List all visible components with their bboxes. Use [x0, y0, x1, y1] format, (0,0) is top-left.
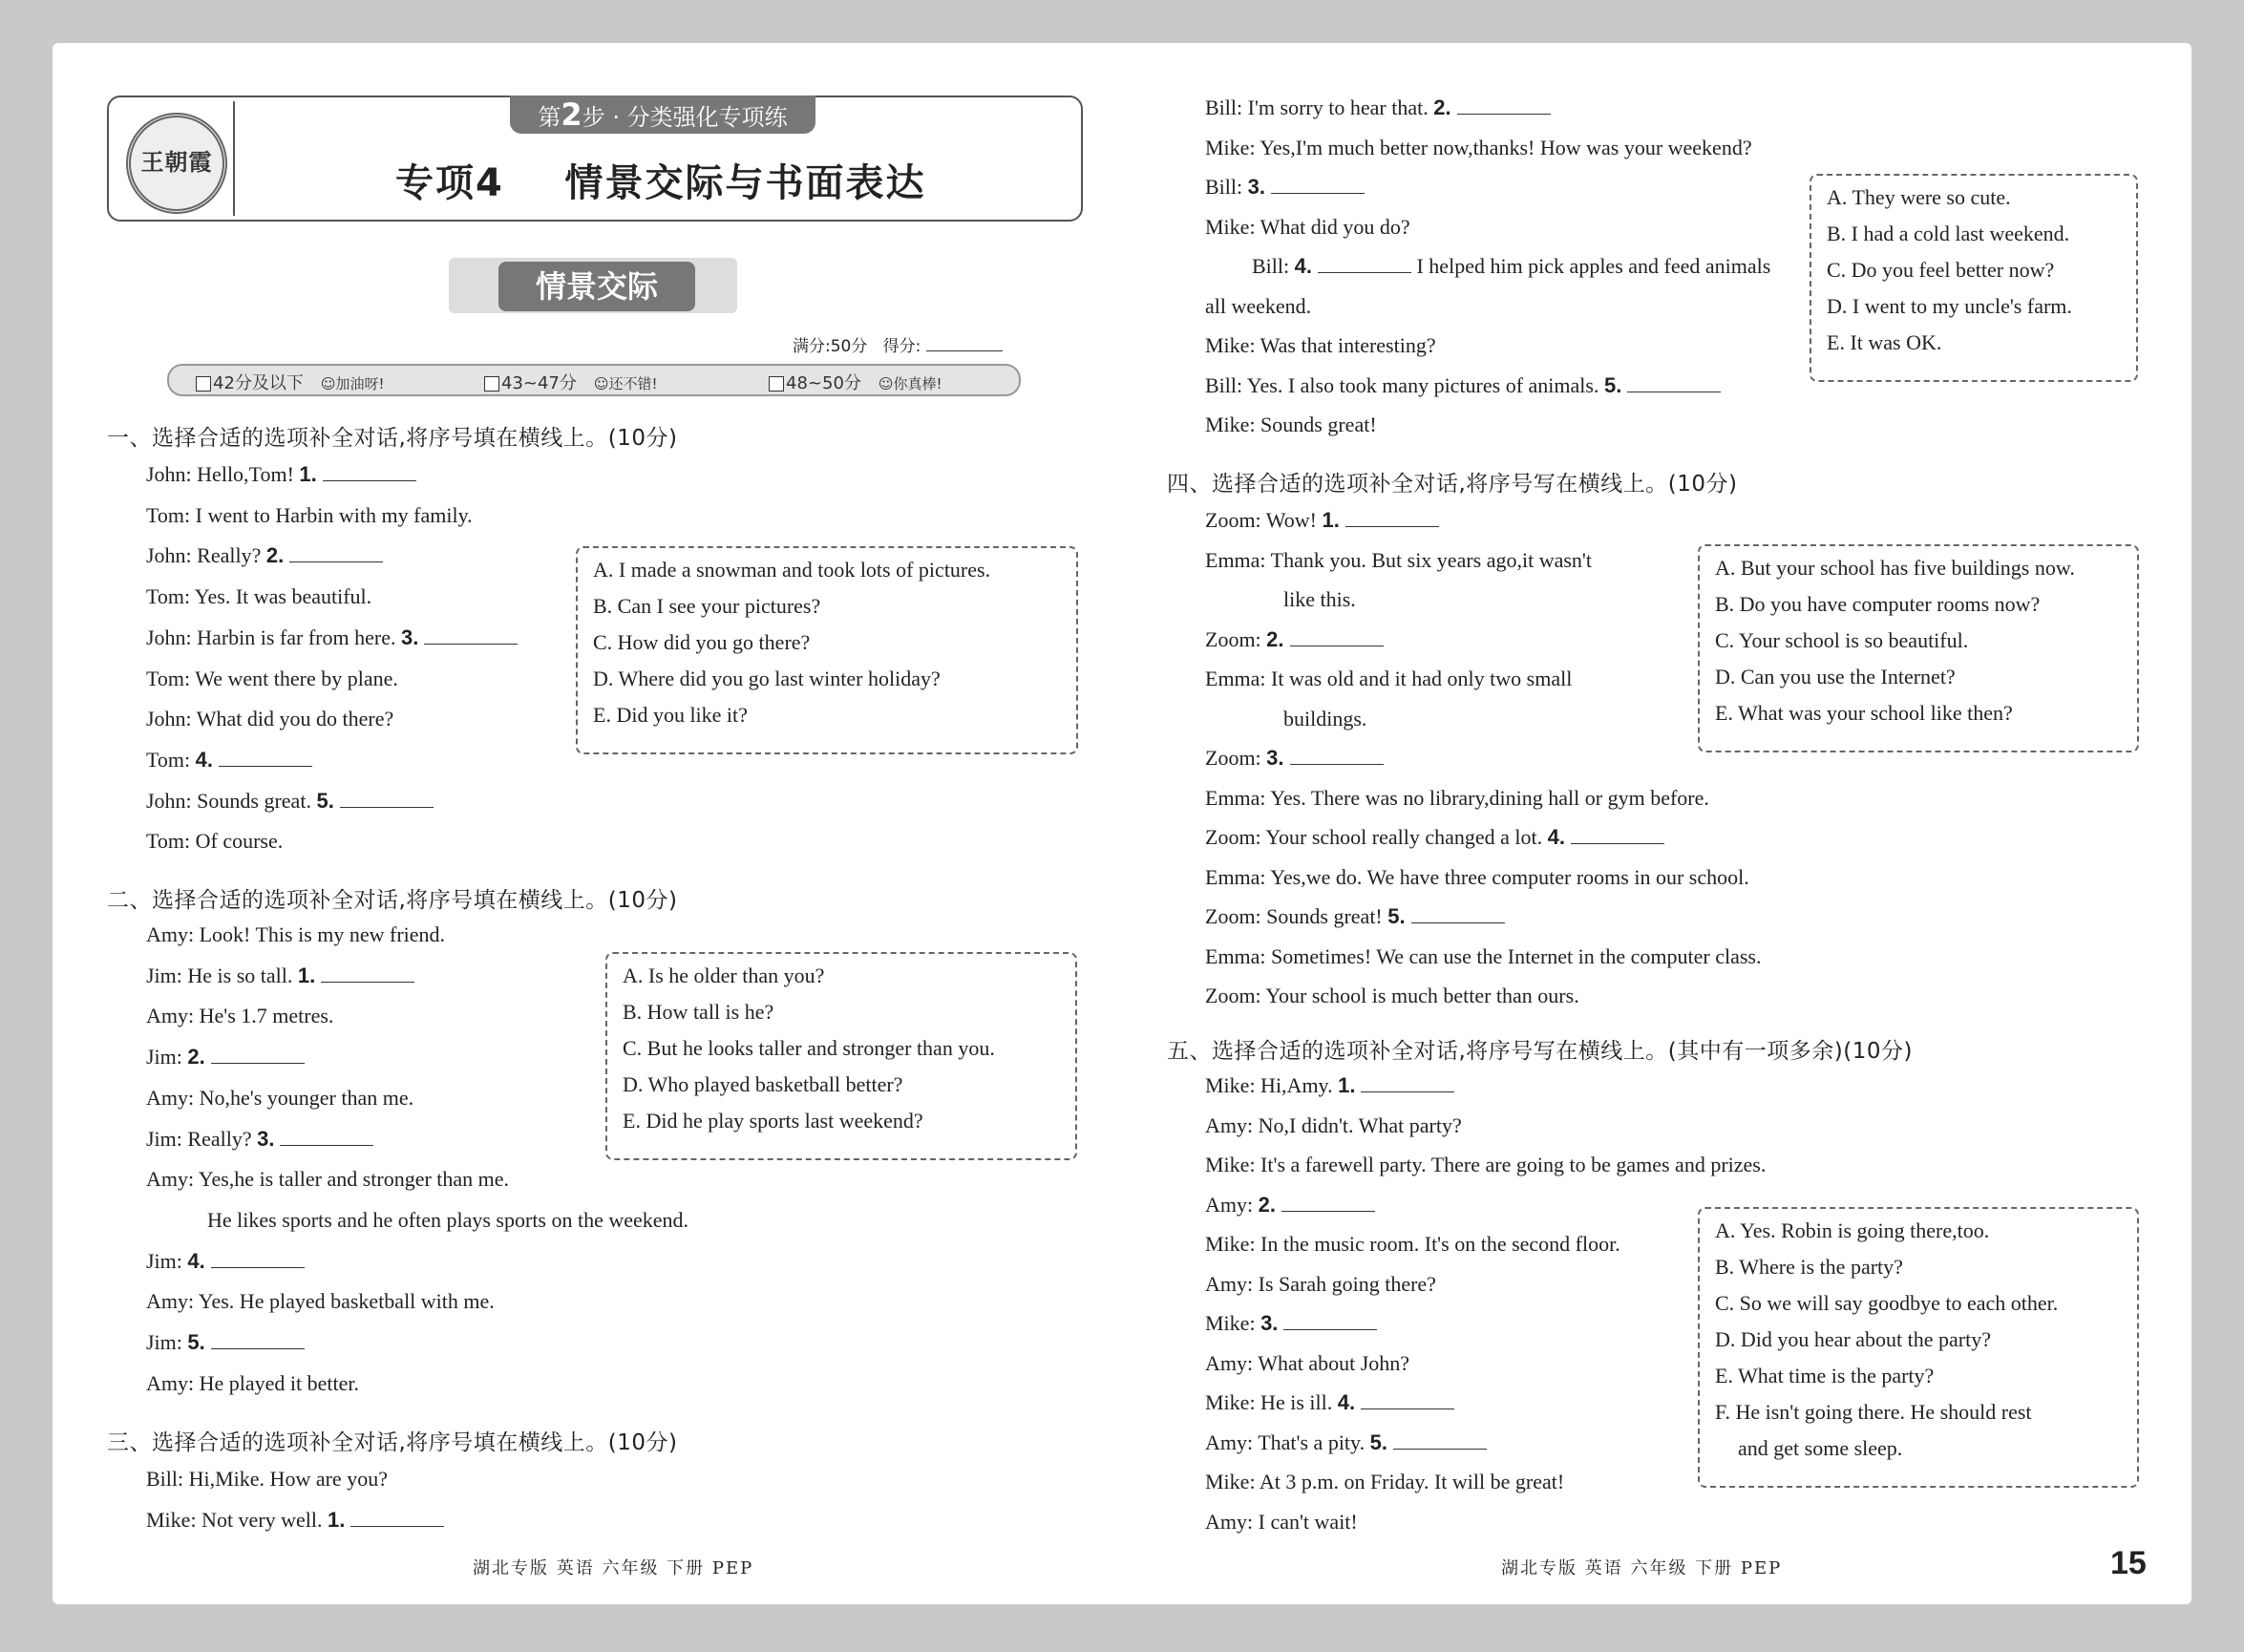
- line-text: Tom:: [146, 747, 196, 772]
- option-item: and get some sleep.: [1738, 1436, 1903, 1460]
- blank-number: 2.: [1433, 95, 1451, 119]
- dialogue-line: [146, 789, 434, 814]
- dialogue-line: [1205, 984, 1579, 1008]
- rating-label: 48~50分: [786, 373, 861, 393]
- option-item: A. Yes. Robin is going there,too.: [1715, 1218, 1990, 1242]
- brand-logo: [113, 101, 235, 216]
- blank-number: 5.: [1387, 904, 1406, 928]
- dialogue-line: [1205, 1232, 1620, 1257]
- dialogue-line: [146, 829, 283, 854]
- blank-number: 5.: [1369, 1430, 1387, 1454]
- line-text: Amy: No,he's younger than me.: [146, 1085, 414, 1110]
- option-item: F. He isn't going there. He should rest: [1715, 1400, 2032, 1424]
- line-text: Bill: Yes. I also took many pictures of animals.: [1205, 372, 1604, 397]
- blank-number: 1.: [297, 963, 316, 987]
- answer-blank[interactable]: [1393, 1448, 1487, 1450]
- line-text: buildings.: [1283, 706, 1367, 731]
- dialogue-line: [1205, 1153, 1766, 1177]
- options-box: [1698, 544, 2139, 752]
- dialogue-line: [1205, 215, 1410, 240]
- options-box: [605, 952, 1077, 1160]
- line-text-after: I helped him pick apples and feed animals: [1410, 254, 1771, 278]
- rating-item: 43~47分 ☺还不错!: [484, 370, 658, 394]
- dialogue-line: [1205, 1193, 1375, 1218]
- line-text: Jim: He is so tall.: [146, 963, 298, 987]
- dialogue-line: [146, 625, 518, 650]
- blank-number: 2.: [187, 1045, 205, 1070]
- dialogue-line: [1205, 1272, 1436, 1297]
- dialogue-line: [146, 1127, 373, 1152]
- blank-number: 2.: [265, 543, 285, 568]
- line-text: John: Sounds great.: [146, 788, 317, 813]
- dialogue-line: [146, 503, 473, 528]
- rating-item: 48~50分 ☺你真棒!: [769, 370, 942, 394]
- full-score: 满分:50分: [793, 337, 868, 356]
- option-item: B. Where is the party?: [1715, 1255, 1903, 1279]
- footer-left: 湖北专版 英语 六年级 下册 PEP: [473, 1558, 754, 1578]
- dialogue-line: [1205, 1113, 1462, 1138]
- section-pill-bg: [449, 258, 737, 313]
- dialogue-line: [146, 1086, 413, 1111]
- line-text: Amy: He's 1.7 metres.: [146, 1004, 334, 1028]
- dialogue-line: [1205, 1390, 1454, 1415]
- dialogue-line: [1283, 587, 1356, 612]
- dialogue-line: [146, 1508, 444, 1533]
- option-item: C. Do you feel better now?: [1827, 258, 2055, 282]
- line-text: Mike:: [1205, 1311, 1261, 1335]
- line-text: John: Really?: [146, 543, 266, 568]
- line-text: Jim:: [146, 1248, 188, 1273]
- blank-number: 4.: [195, 747, 213, 772]
- score-label: 得分:: [882, 337, 921, 356]
- line-text: Bill: Hi,Mike. How are you?: [146, 1467, 388, 1491]
- dialogue-line: [1205, 944, 1761, 969]
- line-text: He likes sports and he often plays sports on the weekend.: [207, 1207, 689, 1232]
- rating-note: 还不错!: [608, 375, 658, 392]
- line-text: Mike: Sounds great!: [1205, 413, 1377, 436]
- options-box: [576, 546, 1078, 754]
- blank-number: 3.: [1266, 746, 1284, 770]
- rating-item: 42分及以下 ☺加油呀!: [196, 370, 385, 394]
- answer-blank[interactable]: [289, 561, 383, 562]
- dialogue-line: [1205, 746, 1384, 771]
- section-heading: 一、选择合适的选项补全对话,将序号填在横线上。(10分): [107, 426, 678, 451]
- blank-number: 4.: [187, 1248, 205, 1273]
- dialogue-line: [146, 1467, 388, 1492]
- rating-label: 43~47分: [501, 373, 577, 393]
- line-text: Amy: He played it better.: [146, 1370, 359, 1395]
- line-text: Mike: He is ill.: [1205, 1390, 1338, 1414]
- dialogue-line: [1205, 413, 1377, 437]
- option-item: D. Can you use the Internet?: [1715, 665, 1956, 688]
- dialogue-line: [1205, 175, 1365, 200]
- option-item: D. Did you hear about the party?: [1715, 1327, 1991, 1351]
- dialogue-line: [146, 964, 414, 988]
- line-text: Mike: At 3 p.m. on Friday. It will be great!: [1205, 1470, 1565, 1493]
- blank-number: 5.: [1603, 372, 1622, 397]
- dialogue-line: [1205, 373, 1721, 398]
- line-text: John: Hello,Tom!: [146, 462, 300, 486]
- answer-blank[interactable]: [1318, 271, 1411, 273]
- dialogue-line: [146, 1004, 333, 1028]
- dialogue-line: [146, 748, 312, 773]
- line-text: Amy: No,I didn't. What party?: [1205, 1112, 1462, 1137]
- checkbox[interactable]: [769, 376, 784, 392]
- option-item: B. Can I see your pictures?: [593, 594, 821, 618]
- answer-blank[interactable]: [1627, 391, 1721, 392]
- dialogue-line: [1205, 333, 1436, 358]
- option-item: A. I made a snowman and took lots of pictures.: [593, 558, 991, 582]
- option-item: A. But your school has five buildings now.: [1715, 556, 2075, 580]
- answer-blank[interactable]: [211, 1266, 305, 1268]
- answer-blank[interactable]: [211, 1062, 305, 1064]
- dialogue-line: [1205, 1510, 1358, 1535]
- line-text: Amy: I can't wait!: [1205, 1509, 1358, 1534]
- answer-blank[interactable]: [323, 479, 416, 481]
- dialogue-line: [1205, 1311, 1377, 1336]
- blank-number: 1.: [299, 462, 317, 486]
- dialogue-line: [1205, 786, 1709, 811]
- answer-blank[interactable]: [219, 765, 312, 767]
- line-text: Mike: What did you do?: [1205, 214, 1410, 239]
- line-text: Zoom: Your school really changed a lot.: [1205, 825, 1548, 849]
- blank-number: 2.: [1258, 1192, 1276, 1217]
- answer-blank[interactable]: [1290, 763, 1384, 765]
- line-text: Bill: I'm sorry to hear that.: [1205, 95, 1434, 119]
- dialogue-line: [1205, 627, 1384, 652]
- dialogue-line: [146, 667, 398, 691]
- line-text: Emma: Thank you. But six years ago,it wasn't: [1205, 547, 1593, 572]
- answer-blank[interactable]: [1281, 1210, 1375, 1212]
- blank-number: 3.: [400, 625, 419, 649]
- dialogue-line: [1283, 707, 1366, 731]
- step-label: 步 · 分类强化专项练: [582, 104, 788, 131]
- answer-blank[interactable]: [1290, 645, 1384, 646]
- rating-note: 加油呀!: [335, 375, 385, 392]
- option-item: A. Is he older than you?: [623, 964, 825, 987]
- dialogue-line: [146, 462, 416, 487]
- option-item: B. Do you have computer rooms now?: [1715, 592, 2041, 616]
- rating-note: 你真棒!: [893, 375, 942, 392]
- line-text: Amy: What about John?: [1205, 1350, 1410, 1375]
- line-text: Mike: It's a farewell party. There are going to be games and prizes.: [1205, 1153, 1767, 1176]
- section-heading: 二、选择合适的选项补全对话,将序号填在横线上。(10分): [107, 888, 678, 913]
- dialogue-line: [146, 584, 371, 609]
- line-text: Mike: In the music room. It's on the second floor.: [1205, 1232, 1620, 1256]
- line-text: Bill:: [1252, 254, 1295, 278]
- dialogue-line: [1205, 95, 1551, 120]
- line-text: Mike: Hi,Amy.: [1205, 1073, 1339, 1097]
- section-pill: 情景交际: [498, 262, 695, 311]
- rating-label: 42分及以下: [213, 373, 304, 393]
- line-text: Zoom: Your school is much better than ours.: [1205, 984, 1579, 1007]
- line-text: John: What did you do there?: [146, 707, 394, 731]
- blank-number: 4.: [1294, 254, 1312, 278]
- dialogue-line: [146, 1249, 305, 1274]
- option-item: C. Your school is so beautiful.: [1715, 628, 1969, 652]
- dialogue-line: [146, 1289, 495, 1314]
- line-text: Amy:: [1205, 1192, 1259, 1217]
- line-text: Amy: Yes. He played basketball with me.: [146, 1289, 495, 1314]
- section-heading: 五、选择合适的选项补全对话,将序号写在横线上。(其中有一项多余)(10分): [1167, 1039, 1913, 1064]
- line-text: Mike: Yes,I'm much better now,thanks! How was your weekend?: [1205, 135, 1752, 159]
- line-text: Amy: That's a pity.: [1205, 1430, 1370, 1454]
- page-title: 专项4 情景交际与书面表达: [395, 161, 926, 205]
- logo-text: 王朝霞: [140, 148, 213, 176]
- line-text: Emma: Sometimes! We can use the Internet in the computer class.: [1205, 943, 1762, 968]
- blank-number: 4.: [1547, 825, 1566, 849]
- answer-blank[interactable]: [1571, 842, 1664, 844]
- line-text: Amy: Yes,he is taller and stronger than me.: [146, 1167, 510, 1192]
- answer-blank[interactable]: [1283, 1328, 1377, 1330]
- line-text: Jim:: [146, 1045, 188, 1070]
- line-text: Jim:: [146, 1330, 188, 1354]
- line-text: Emma: Yes,we do. We have three computer rooms in our school.: [1205, 864, 1749, 889]
- rating-bar: [167, 364, 1021, 396]
- option-item: C. But he looks taller and stronger than you.: [623, 1036, 995, 1060]
- dialogue-line: [1205, 548, 1592, 573]
- blank-number: 5.: [316, 788, 334, 813]
- line-text: all weekend.: [1205, 293, 1312, 318]
- blank-number: 3.: [1260, 1311, 1279, 1335]
- step-number: 2: [561, 96, 582, 133]
- answer-blank[interactable]: [1411, 921, 1505, 923]
- option-item: E. Did he play sports last weekend?: [623, 1109, 923, 1133]
- dialogue-line: [146, 1045, 305, 1070]
- answer-blank[interactable]: [1361, 1091, 1454, 1092]
- answer-blank[interactable]: [350, 1525, 444, 1527]
- answer-blank[interactable]: [424, 643, 518, 645]
- checkbox[interactable]: [484, 376, 499, 392]
- lesson-header: [107, 95, 1083, 222]
- option-item: B. How tall is he?: [623, 1000, 774, 1024]
- option-item: E. Did you like it?: [593, 703, 748, 727]
- page-number: 15: [2110, 1545, 2147, 1581]
- line-text: Zoom:: [1205, 746, 1267, 770]
- dialogue-line: [1205, 825, 1664, 850]
- option-item: E. It was OK.: [1827, 330, 1942, 354]
- line-text: Zoom: Wow!: [1205, 508, 1323, 532]
- dialogue-line: [207, 1208, 688, 1233]
- answer-blank[interactable]: [1361, 1408, 1454, 1409]
- dialogue-line: [146, 922, 445, 947]
- blank-number: 2.: [1266, 626, 1284, 651]
- step-banner: [510, 95, 815, 134]
- answer-blank[interactable]: [211, 1347, 305, 1349]
- dialogue-line: [146, 707, 393, 731]
- line-text: Emma: It was old and it had only two small: [1205, 667, 1573, 690]
- option-item: A. They were so cute.: [1827, 185, 2011, 209]
- option-item: B. I had a cold last weekend.: [1827, 222, 2070, 245]
- step-prefix: 第: [538, 104, 561, 131]
- score-blank[interactable]: [926, 349, 1003, 351]
- blank-number: 3.: [257, 1126, 275, 1151]
- option-item: D. Who played basketball better?: [623, 1072, 903, 1096]
- dialogue-line: [1205, 136, 1752, 160]
- line-text: Jim: Really?: [146, 1126, 258, 1151]
- line-text: Mike: Not very well.: [146, 1508, 328, 1532]
- option-item: E. What time is the party?: [1715, 1364, 1935, 1387]
- dialogue-line: [1205, 865, 1749, 890]
- option-item: D. I went to my uncle's farm.: [1827, 294, 2072, 318]
- dialogue-line: [1205, 904, 1505, 929]
- dialogue-line: [146, 1371, 359, 1396]
- dialogue-line: [1252, 254, 1770, 279]
- blank-number: 5.: [187, 1330, 205, 1354]
- answer-blank[interactable]: [340, 806, 434, 808]
- blank-number: 1.: [1322, 508, 1340, 532]
- line-text: like this.: [1283, 587, 1356, 611]
- section-heading: 四、选择合适的选项补全对话,将序号写在横线上。(10分): [1167, 472, 1738, 497]
- footer-right: 湖北专版 英语 六年级 下册 PEP: [1501, 1558, 1783, 1578]
- line-text: Mike: Was that interesting?: [1205, 333, 1436, 357]
- line-text: Zoom: Sounds great!: [1205, 904, 1388, 928]
- dialogue-line: [146, 1330, 305, 1355]
- blank-number: 1.: [328, 1508, 346, 1532]
- blank-number: 4.: [1337, 1390, 1356, 1414]
- dialogue-line: [146, 543, 383, 568]
- dialogue-line: [1205, 294, 1311, 319]
- options-box: [1810, 174, 2138, 382]
- blank-number: 3.: [1247, 175, 1265, 199]
- dialogue-line: [1205, 1470, 1564, 1494]
- line-text: Zoom:: [1205, 626, 1267, 651]
- answer-blank[interactable]: [1345, 525, 1439, 527]
- answer-blank[interactable]: [1457, 113, 1551, 115]
- score-line: [793, 332, 1003, 356]
- checkbox[interactable]: [196, 376, 211, 392]
- line-text: Amy: Look! This is my new friend.: [146, 922, 446, 946]
- dialogue-line: [1205, 1351, 1409, 1376]
- dialogue-line: [146, 1167, 509, 1192]
- dialogue-line: [1205, 667, 1572, 691]
- line-text: Tom: We went there by plane.: [146, 666, 398, 690]
- section-heading: 三、选择合适的选项补全对话,将序号填在横线上。(10分): [107, 1430, 678, 1455]
- line-text: John: Harbin is far from here.: [146, 625, 401, 649]
- line-text: Amy: Is Sarah going there?: [1205, 1271, 1436, 1296]
- answer-blank[interactable]: [280, 1144, 373, 1146]
- option-item: E. What was your school like then?: [1715, 701, 2013, 725]
- option-item: C. So we will say goodbye to each other.: [1715, 1291, 2059, 1315]
- dialogue-line: [1205, 1073, 1454, 1098]
- line-text: Tom: Of course.: [146, 829, 284, 854]
- dialogue-line: [1205, 508, 1439, 533]
- blank-number: 1.: [1338, 1073, 1356, 1097]
- option-item: D. Where did you go last winter holiday?: [593, 667, 941, 690]
- line-text: Tom: I went to Harbin with my family.: [146, 502, 473, 527]
- answer-blank[interactable]: [321, 981, 414, 983]
- line-text: Bill:: [1205, 175, 1248, 199]
- dialogue-line: [1205, 1430, 1487, 1455]
- option-item: C. How did you go there?: [593, 630, 811, 654]
- options-box: [1698, 1207, 2139, 1488]
- line-text: Emma: Yes. There was no library,dining hall or gym before.: [1205, 785, 1709, 810]
- answer-blank[interactable]: [1271, 192, 1365, 194]
- line-text: Tom: Yes. It was beautiful.: [146, 584, 372, 609]
